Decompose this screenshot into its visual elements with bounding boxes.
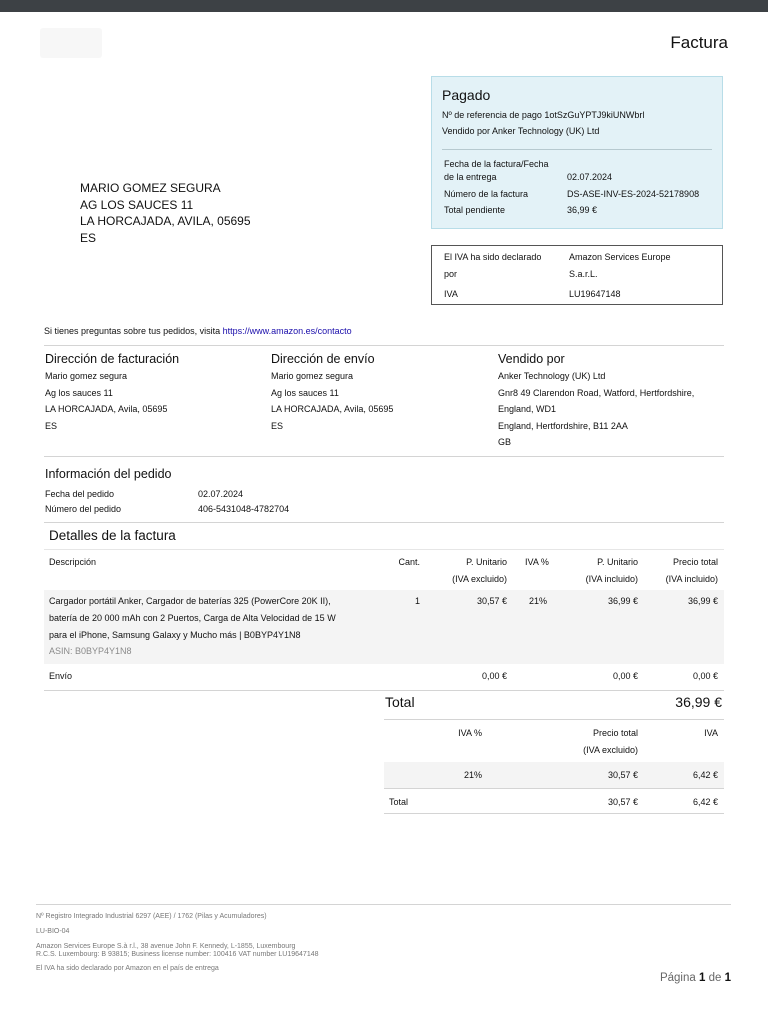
total-pending: 36,99 € <box>567 205 598 215</box>
vat-summary-total-label: Total <box>389 797 409 807</box>
shipping-address <box>271 368 393 434</box>
item-qty: 1 <box>414 596 420 606</box>
total-pending-label: Total pendiente <box>444 205 506 215</box>
recipient-line: ES <box>80 230 97 245</box>
divider <box>384 719 724 720</box>
divider <box>384 813 724 814</box>
vat-summary-col-total-line1: Precio total <box>592 728 638 738</box>
seller-line: GB <box>498 437 512 447</box>
item-total: 36,99 € <box>687 596 718 606</box>
payment-reference: Nº de referencia de pago 1otSzGuYPTJ9kiUNWbrl <box>442 110 645 120</box>
seller-line: Gnr8 49 Clarendon Road, Watford, Hertfordshire, <box>498 387 695 398</box>
item-description-line: para el iPhone, Samsung Galaxy y Mucho más | B0BYP4Y1N8 <box>49 630 301 640</box>
col-qty: Cant. <box>398 557 420 567</box>
col-total-incl-line1: Precio total <box>672 557 718 567</box>
shipping-unit-incl: 0,00 € <box>612 671 638 681</box>
payment-summary-box <box>431 76 723 229</box>
divider <box>384 788 724 789</box>
page-total: 1 <box>724 972 731 984</box>
item-unit-excl: 30,57 € <box>476 596 507 606</box>
shipping-row-label: Envío <box>49 671 73 681</box>
col-total-incl-line2: (IVA incluido) <box>665 574 718 584</box>
vat-summary-col-vat: IVA <box>704 728 718 738</box>
invoice-details-heading: Detalles de la factura <box>49 528 176 543</box>
document-title: Factura <box>670 33 728 52</box>
footer-company-line: R.C.S. Luxembourg: B 93815; Business license number: 100416 VAT number LU19647148 <box>36 951 319 959</box>
invoice-date: 02.07.2024 <box>567 172 613 182</box>
seller-heading: Vendido por <box>498 352 565 366</box>
divider <box>44 345 724 346</box>
grand-total-label: Total <box>385 694 415 710</box>
billing-line: ES <box>45 420 58 431</box>
invoice-number-label: Número de la factura <box>444 189 529 199</box>
item-description-line: Cargador portátil Anker, Cargador de baterías 325 (PowerCore 20K II), <box>49 596 331 606</box>
shipping-line: LA HORCAJADA, Avila, 05695 <box>271 404 394 414</box>
vat-number: LU19647148 <box>569 289 621 299</box>
payment-status: Pagado <box>442 87 491 103</box>
shipping-line: Ag los sauces 11 <box>271 387 339 398</box>
billing-line: Mario gomez segura <box>45 371 128 381</box>
seller-line: Anker Technology (UK) Ltd <box>498 371 606 381</box>
shipping-unit-excl: 0,00 € <box>481 671 507 681</box>
col-vat-pct: IVA % <box>525 557 549 567</box>
seller-address <box>498 368 694 451</box>
col-unit-price-excl-line2: (IVA excluido) <box>452 574 507 584</box>
page-number <box>660 972 731 984</box>
footer-vat-note: El IVA ha sido declarado por Amazon en el país de entrega <box>36 965 219 972</box>
payment-sold-by: Vendido por Anker Technology (UK) Ltd <box>442 126 600 136</box>
recipient-line: MARIO GOMEZ SEGURA <box>80 181 221 195</box>
order-date-label: Fecha del pedido <box>45 489 115 499</box>
shipping-total: 0,00 € <box>692 671 718 681</box>
shipping-line: Mario gomez segura <box>271 371 354 381</box>
vat-summary-col-total-line2: (IVA excluido) <box>583 745 638 755</box>
recipient-line: LA HORCAJADA, AVILA, 05695 <box>80 214 251 228</box>
col-unit-price-excl <box>420 554 507 588</box>
vat-declared-by-1: Amazon Services Europe <box>569 252 671 262</box>
invoice-number: DS-ASE-INV-ES-2024-52178908 <box>567 189 700 199</box>
billing-address <box>45 368 167 434</box>
contact-line <box>44 326 352 336</box>
vat-summary-row-pct: 21% <box>463 770 482 780</box>
vat-summary-col-pct: IVA % <box>458 728 482 738</box>
divider <box>44 549 724 550</box>
col-unit-price-incl <box>560 554 638 588</box>
footer-code: LU-BIO-04 <box>36 928 70 935</box>
order-heading: Información del pedido <box>45 467 172 481</box>
item-description <box>49 593 336 644</box>
vat-declared-by-2: S.a.r.L. <box>569 269 598 279</box>
item-description-line: batería de 20 000 mAh con 2 Puertos, Carga de Alta Velocidad de 15 W <box>49 613 336 623</box>
billing-heading: Dirección de facturación <box>45 352 180 366</box>
vat-summary-col-total <box>560 725 638 759</box>
footer-registry: Nº Registro Integrado Industrial 6297 (AEE) / 1762 (Pilas y Acumuladores) <box>36 913 267 920</box>
grand-total-value: 36,99 € <box>675 694 722 710</box>
billing-line: LA HORCAJADA, Avila, 05695 <box>45 404 168 414</box>
logo-placeholder <box>40 28 102 58</box>
shipping-line: ES <box>271 420 284 431</box>
invoice-date-label-1: Fecha de la factura/Fecha <box>444 159 549 169</box>
item-unit-incl: 36,99 € <box>607 596 638 606</box>
seller-line: England, Hertfordshire, B11 2AA <box>498 420 628 431</box>
vat-label: IVA <box>444 289 458 299</box>
vat-summary-total-vat: 6,42 € <box>692 797 718 807</box>
order-number-label: Número del pedido <box>45 504 122 514</box>
billing-line: Ag los sauces 11 <box>45 387 113 398</box>
col-unit-price-excl-line1: P. Unitario <box>466 557 507 567</box>
order-number: 406-5431048-4782704 <box>198 504 290 514</box>
top-bar <box>0 0 768 12</box>
divider <box>44 690 724 691</box>
recipient-line: AG LOS SAUCES 11 <box>80 197 194 212</box>
divider <box>44 456 724 457</box>
col-total-incl <box>640 554 718 588</box>
divider <box>44 522 724 523</box>
item-vat-pct: 21% <box>529 596 548 606</box>
contact-link[interactable]: https://www.amazon.es/contacto <box>222 326 352 336</box>
vat-summary-total-total: 30,57 € <box>607 797 638 807</box>
footer-company <box>36 943 319 959</box>
invoice-date-label-2: de la entrega <box>444 172 497 182</box>
footer-divider <box>36 904 731 905</box>
vat-summary-row-total: 30,57 € <box>607 770 638 780</box>
vat-declared-label-2: por <box>444 269 458 279</box>
vat-declared-label-1: El IVA ha sido declarado <box>444 252 542 262</box>
order-date: 02.07.2024 <box>198 489 244 499</box>
item-asin: ASIN: B0BYP4Y1N8 <box>49 646 132 656</box>
footer-company-line: Amazon Services Europe S.à r.l., 38 avenue John F. Kennedy, L-1855, Luxembourg <box>36 943 296 950</box>
page-label: Página <box>659 972 696 984</box>
page-of: de <box>708 972 722 984</box>
contact-text: Si tienes preguntas sobre tus pedidos, visita <box>44 326 221 336</box>
recipient-address <box>80 180 251 246</box>
vat-declaration-box <box>431 245 723 305</box>
page-current: 1 <box>698 972 706 984</box>
seller-line: England, WD1 <box>498 404 557 414</box>
col-unit-price-incl-line1: P. Unitario <box>597 557 638 567</box>
col-unit-price-incl-line2: (IVA incluido) <box>585 574 638 584</box>
shipping-heading: Dirección de envío <box>271 352 375 366</box>
vat-summary-row-vat: 6,42 € <box>692 770 718 780</box>
divider <box>442 149 712 150</box>
col-description: Descripción <box>49 557 97 567</box>
